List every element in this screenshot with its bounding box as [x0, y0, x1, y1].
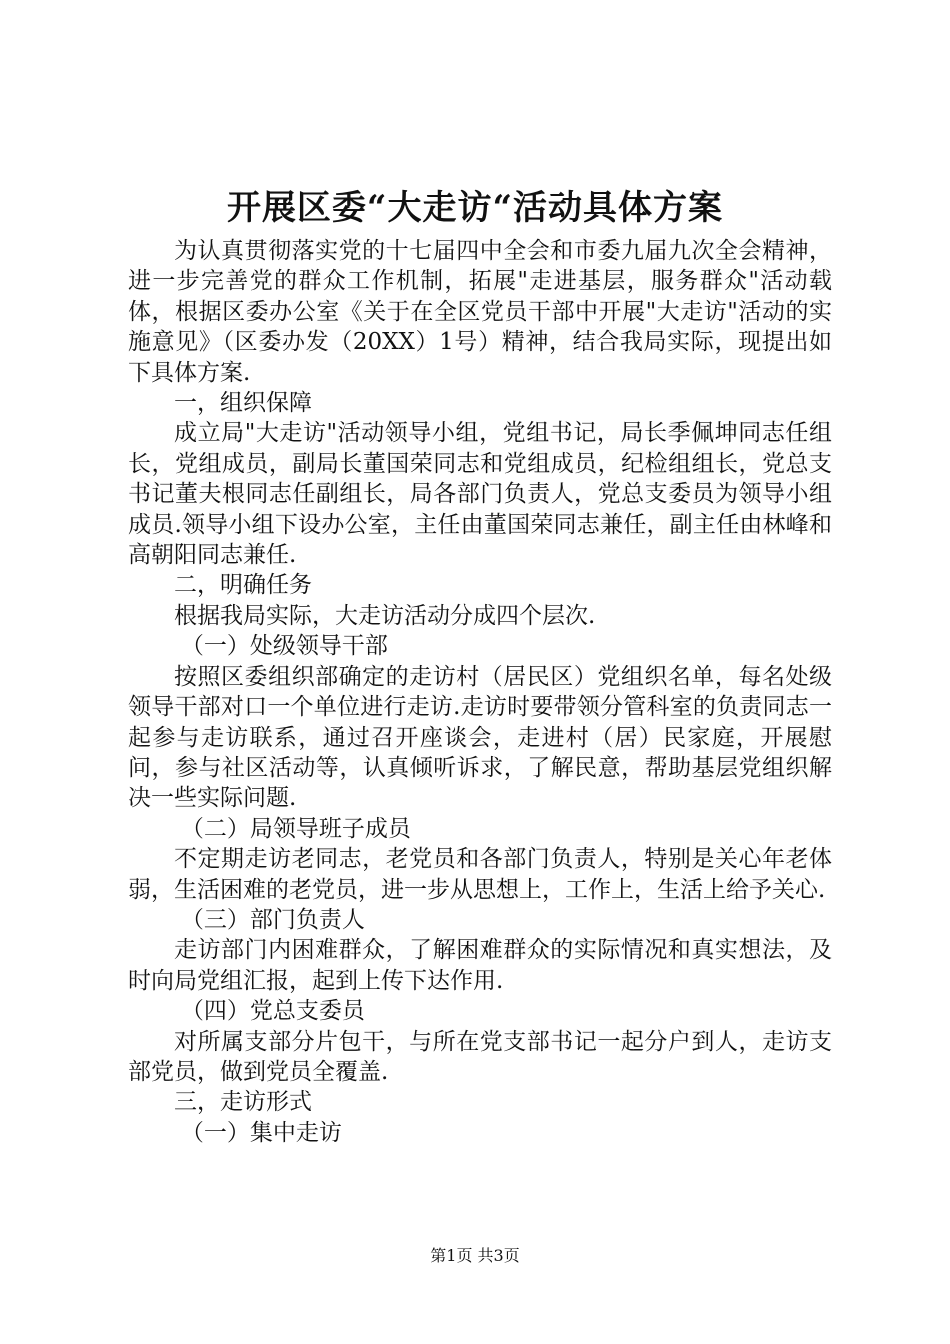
subheading-5: （一）集中走访 [180, 1119, 342, 1146]
section-heading-2: 二，明确任务 [174, 572, 312, 599]
section-heading-3: 三，走访形式 [174, 1089, 312, 1116]
section-heading-1: 一，组织保障 [174, 390, 312, 417]
subheading-2: （二）局领导班子成员 [180, 815, 411, 842]
paragraph-level-4: 对所属支部分片包干，与所在党支部书记一起分户到人，走访支部党员，做到党员全覆盖. [128, 1028, 832, 1085]
paragraph-level-2: 不定期走访老同志，老党员和各部门负责人，特别是关心年老体弱，生活困难的老党员，进一步从思想上，工作上，生活上给予关心. [128, 846, 832, 903]
paragraph-level-3: 走访部门内困难群众，了解困难群众的实际情况和真实想法，及时向局党组汇报，起到上传下达作用. [128, 937, 832, 994]
subheading-1: （一）处级领导干部 [180, 633, 388, 660]
subheading-4: （四）党总支委员 [180, 998, 365, 1025]
subheading-3: （三）部门负责人 [180, 906, 365, 933]
paragraph-organization: 成立局"大走访"活动领导小组，党组书记，局长季佩坤同志任组长，党组成员，副局长董国荣同志和党组成员，纪检组组长，党总支书记董夫根同志任副组长，局各部门负责人，党总支委员为领导小组成员.领导小组下设办公室，主任由董国荣同志兼任，副主任由林峰和高朝阳同志兼任. [128, 420, 832, 569]
page-footer: 第1页 共3页 [430, 1246, 520, 1265]
paragraph-levels: 根据我局实际，大走访活动分成四个层次. [174, 602, 596, 629]
document-body [128, 236, 832, 1148]
document-title: 开展区委“大走访“活动具体方案 [226, 188, 724, 228]
paragraph-level-1: 按照区委组织部确定的走访村（居民区）党组织名单，每名处级领导干部对口一个单位进行走访.走访时要带领分管科室的负责同志一起参与走访联系，通过召开座谈会，走进村（居）民家庭，开展慰问，参与社区活动等，认真倾听诉求，了解民意，帮助基层党组织解决一些实际问题. [128, 663, 832, 812]
paragraph-intro: 为认真贯彻落实党的十七届四中全会和市委九届九次全会精神，进一步完善党的群众工作机制，拓展"走进基层，服务群众"活动载体，根据区委办公室《关于在全区党员干部中开展"大走访"活动的实施意见》（区委办发（20XX）1号）精神，结合我局实际，现提出如下具体方案. [128, 238, 832, 386]
